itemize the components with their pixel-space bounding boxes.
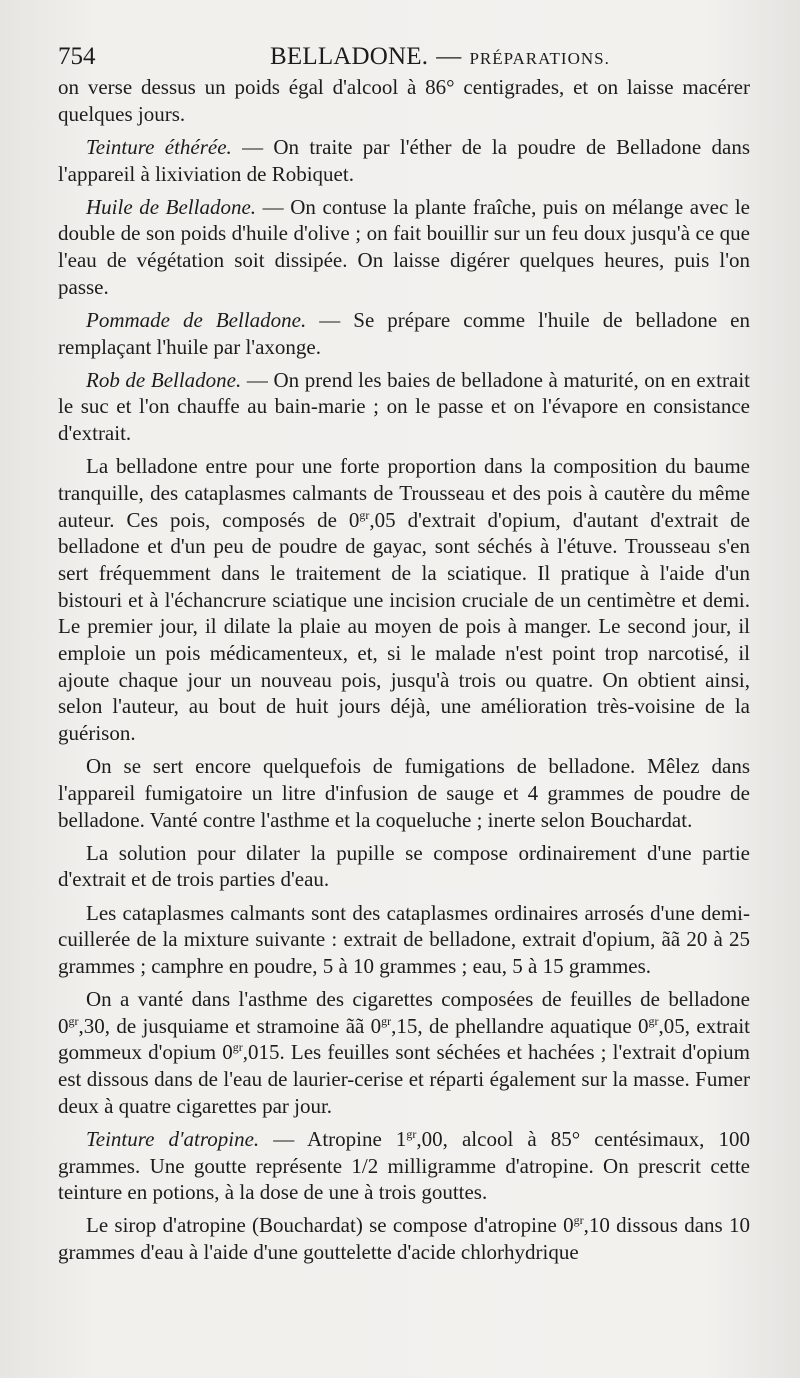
heading-dash: — [256,194,291,219]
page-number: 754 [58,43,96,70]
paragraph-text: Le sirop d'atropine (Bouchardat) se compose d'atropine $0^{gr},10$ dissous dans 10 grammes d'eau à l'aide d'une gouttelette d'acide chlorhydrique [58,1213,750,1265]
paragraph-heading: Teinture éthérée. [86,134,232,159]
body-text [58,74,750,1272]
paragraph-pois-cautere [58,453,750,747]
heading-dash: — [259,1126,308,1151]
paragraph-text: On a vanté dans l'asthme des cigarettes composées de feuilles de belladone $0^{gr},30$, de jusquiame et stramoine ãã $0^{gr},15$, de phellandre aquatique $0^{gr},05$, extrait gommeux d'opium $0^{gr},015$. Les feuilles sont séchées et hachées ; l'extrait d'opium est dissous dans de l'eau de laurier-cerise et réparti également sur la masse. Fumer deux à quatre cigarettes par jour. [58,987,751,1118]
paragraph-text: On se sert encore quelquefois de fumigations de belladone. Mêlez dans l'appareil fumigatoire un litre d'infusion de sauge et 4 grammes de poudre de belladone. Vanté contre l'asthme et la coqueluche ; inerte selon Bouchardat. [58,754,750,832]
paragraph-heading: Pommade de Belladone. [86,307,307,332]
paragraph-text: Les cataplasmes calmants sont des cataplasmes ordinaires arrosés d'une demi-cuillerée de la mixture suivante : extrait de belladone, extrait d'opium, ãã 20 à 25 grammes ; camphre en poudre, 5 à 10 grammes ; eau, 5 à 15 grammes. [58,900,750,978]
paragraph-heading: Huile de Belladone. [86,194,257,219]
paragraph-cigarettes [58,986,750,1120]
title-separator: — [436,43,462,70]
paragraph-text: Atropine $1^{gr},00$, alcool à 85° centésimaux, 100 grammes. Une goutte représente 1/2 milligramme d'atropine. On prescrit cette teinture en potions, à la dose de une à trois gouttes. [58,1126,750,1205]
paragraph-teinture-etheree [58,134,750,187]
heading-dash: — [306,307,354,332]
running-title [270,40,610,76]
paragraph-rob [58,367,750,447]
paragraph-pupille [58,840,750,893]
paragraph-pommade [58,307,750,360]
paragraph-teinture-atropine [58,1126,750,1206]
paragraph-heading: Rob de Belladone. [86,367,242,392]
heading-dash: — [241,367,274,392]
paragraph-huile [58,194,750,301]
section-title: PRÉPARATIONS. [469,49,610,68]
chapter-title: BELLADONE. [270,43,429,70]
paragraph-text: La solution pour dilater la pupille se compose ordinairement d'une partie d'extrait et de trois parties d'eau. [58,840,750,892]
paragraph-text: On prend les baies de belladone à maturité, on en extrait le suc et l'on chauffe au bain-marie ; on le passe et on l'évapore en consistance d'extrait. [58,367,750,445]
paragraph-cataplasmes [58,900,750,980]
paragraph-text: On contuse la plante fraîche, puis on mélange avec le double de son poids d'huile d'olive ; on fait bouillir sur un feu doux jusqu'à ce que l'eau de végétation soit dissipée. On laisse digérer quelques heures, puis l'on passe. [58,194,750,299]
running-head [58,40,752,74]
paragraph-text: on verse dessus un poids égal d'alcool à 86° centigrades, et on laisse macérer quelques jours. [58,75,750,126]
paragraph-fumigations [58,753,750,833]
paragraph-heading: Teinture d'atropine. [86,1126,260,1151]
heading-dash: — [231,134,274,159]
paragraph-text: La belladone entre pour une forte proportion dans la composition du baume tranquille, des cataplasmes calmants de Trousseau et des pois à cautère du même auteur. Ces pois, composés de $0^{gr},05$ d'extrait d'opium, d'autant d'extrait de belladone et d'un peu de poudre de gayac, sont séchés à l'étuve. Trousseau s'en sert fréquemment dans le traitement de la sciatique. Il pratique à l'aide d'un bistouri et à l'échancrure sciatique une incision cruciale de un centimètre et demi. Le premier jour, il dilate la plaie au moyen de pois à manger. Le second jour, il emploie un pois médicamenteux, et, si le malade n'est point trop narcotisé, il ajoute chaque jour un nouveau pois, jusqu'à trois ou quatre. On obtient ainsi, selon l'auteur, au bout de huit jours déjà, une amélioration très-voisine de la guérison. [58,454,750,746]
paragraph-continuation [58,74,750,127]
paragraph-text: Se prépare comme l'huile de belladone en remplaçant l'huile par l'axonge. [58,307,750,359]
paragraph-text: On traite par l'éther de la poudre de Belladone dans l'appareil à lixiviation de Robiquet. [58,134,750,186]
paragraph-sirop [58,1212,750,1265]
